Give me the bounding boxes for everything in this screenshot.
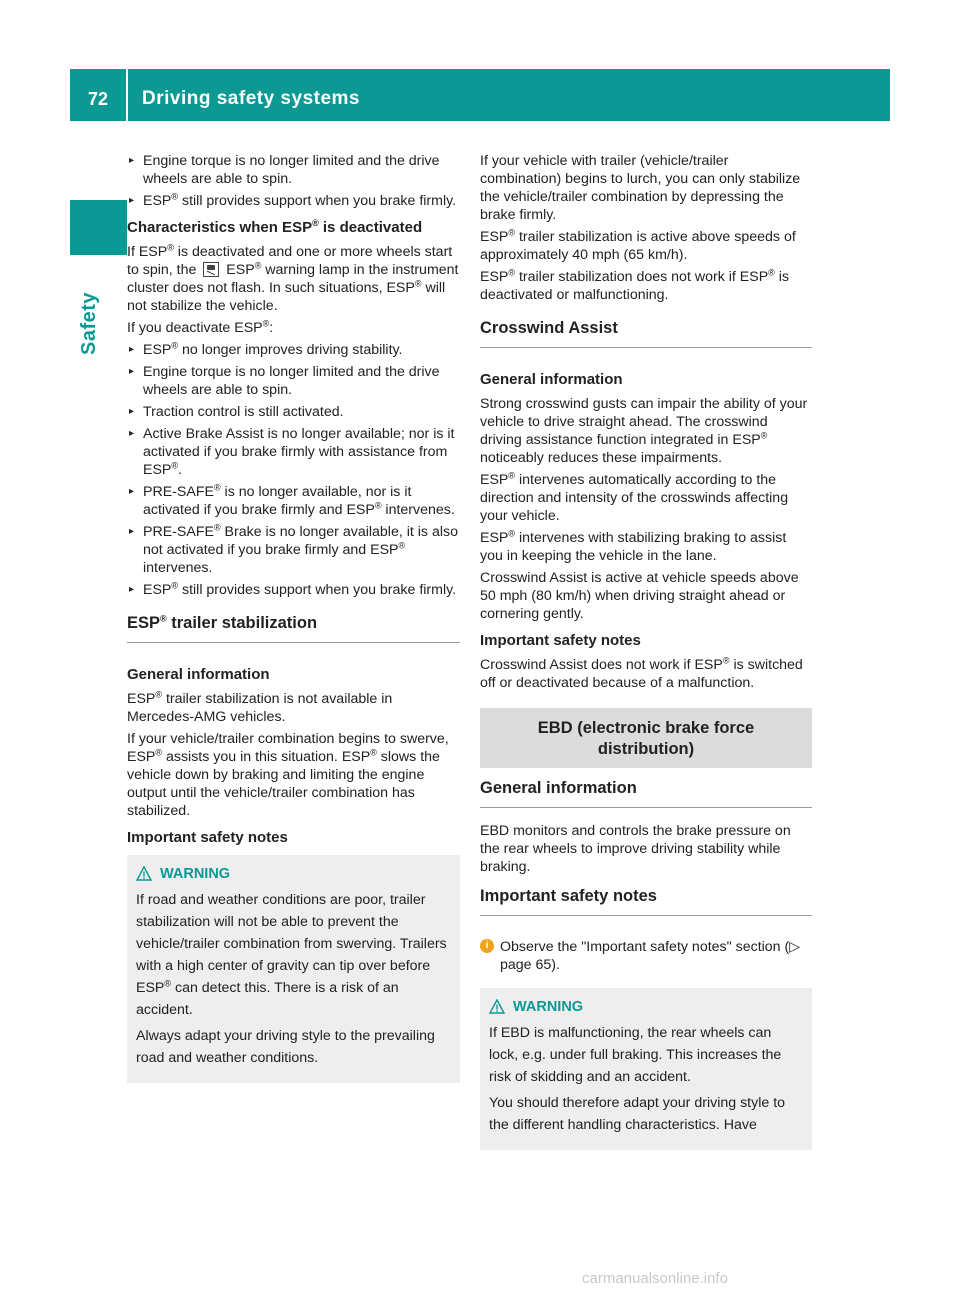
- info-icon: i: [480, 939, 494, 953]
- paragraph: Crosswind Assist does not work if ESP® is switched off or deactivated because of a malfunction.: [480, 655, 803, 691]
- list-item: ▸ PRE-SAFE® Brake is no longer available, it is also not activated if you brake firmly and ESP® intervenes.: [127, 523, 460, 577]
- page-header: [70, 69, 890, 121]
- paragraph: If you deactivate ESP®:: [127, 318, 274, 336]
- warning-text: If EBD is malfunctioning, the rear wheels can lock, e.g. under full braking. This increases the risk of skidding and an accident.: [489, 1025, 782, 1085]
- list-item: ▸ Traction control is still activated.: [127, 403, 460, 421]
- paragraph: If your vehicle/trailer combination begins to swerve, ESP® assists you in this situation. ESP® slows the vehicle down by braking and limiting the engine output until the vehicle/trailer combination has stabilized.: [127, 731, 449, 819]
- warning-box: [480, 988, 812, 1150]
- heading-safety-notes: Important safety notes: [127, 829, 288, 846]
- info-note: [480, 938, 812, 974]
- heading-trailer-stabilization: ESP® trailer stabilization: [127, 613, 460, 643]
- list-item: ▸ Active Brake Assist is no longer available; nor is it activated if you brake firmly with assistance from ESP®.: [127, 425, 460, 479]
- heading-characteristics: Characteristics when ESP® is deactivated: [127, 218, 423, 236]
- paragraph: If ESP® is deactivated and one or more wheels start to spin, the ESP® warning lamp in the instrument cluster does not flash. In such situations, ESP® will not stabilize the vehicle.: [127, 242, 459, 314]
- heading-general-info-ebd: General information: [480, 778, 812, 808]
- paragraph: Strong crosswind gusts can impair the ability of your vehicle to drive straight ahead. The crosswind driving assistance function integrated in ESP® noticeably reduces these impairments.: [480, 396, 808, 466]
- paragraph: ESP® trailer stabilization is not available in Mercedes-AMG vehicles.: [127, 689, 393, 725]
- warning-box: [127, 855, 460, 1083]
- paragraph: If your vehicle with trailer (vehicle/trailer combination) begins to lurch, you can only stabilize the vehicle/trailer combination by depressing the brake firmly.: [480, 153, 801, 223]
- list-item: ▸ ESP® still provides support when you brake firmly.: [127, 192, 460, 210]
- heading-ebd: EBD (electronic brake force distribution): [480, 708, 812, 768]
- list-item: ▸ ESP® no longer improves driving stability.: [127, 341, 460, 359]
- warning-text: You should therefore adapt your driving style to the different handling characteristics. Have: [489, 1095, 786, 1133]
- warning-title: WARNING: [489, 996, 803, 1018]
- chapter-title: Driving safety systems: [142, 88, 360, 109]
- paragraph: ESP® intervenes with stabilizing braking to assist you in keeping the vehicle in the lane.: [480, 528, 787, 564]
- warning-text: If road and weather conditions are poor, trailer stabilization will not be able to prevent the vehicle/trailer combination from swerving. Trailers with a high center of gravity can tip over before ESP® can detect this. There is a risk of an accident.: [136, 892, 447, 1018]
- page-number: 72: [87, 89, 109, 109]
- esp-warning-lamp-icon: [203, 262, 219, 277]
- heading-crosswind-assist: Crosswind Assist: [480, 318, 812, 348]
- paragraph: ESP® trailer stabilization does not work if ESP® is deactivated or malfunctioning.: [480, 267, 789, 303]
- list-item: ▸ PRE-SAFE® is no longer available, nor is it activated if you brake firmly and ESP® intervenes.: [127, 483, 460, 519]
- warning-triangle-icon: [136, 866, 152, 882]
- list-item: ▸ Engine torque is no longer limited and the drive wheels are able to spin.: [127, 152, 460, 188]
- list-item: ▸ Engine torque is no longer limited and the drive wheels are able to spin.: [127, 363, 460, 399]
- info-text: Observe the "Important safety notes" section (▷ page 65).: [500, 939, 801, 973]
- left-column: [127, 152, 460, 1083]
- section-tab: [70, 200, 127, 255]
- list-item: ▸ ESP® still provides support when you brake firmly.: [127, 581, 460, 599]
- right-column: [480, 152, 812, 1150]
- heading-safety-notes-ebd: Important safety notes: [480, 886, 812, 916]
- watermark: carmanualsonline.info: [582, 1270, 728, 1287]
- paragraph: Crosswind Assist is active at vehicle speeds above 50 mph (80 km/h) when driving straight ahead or cornering gently.: [480, 570, 799, 622]
- paragraph: ESP® trailer stabilization is active above speeds of approximately 40 mph (65 km/h).: [480, 227, 796, 263]
- heading-general-info: General information: [480, 371, 623, 388]
- warning-title: WARNING: [136, 863, 451, 885]
- heading-safety-notes: Important safety notes: [480, 632, 641, 649]
- header-divider: [126, 69, 128, 121]
- warning-triangle-icon: [489, 999, 505, 1015]
- section-label: Safety: [78, 291, 100, 355]
- heading-general-info: General information: [127, 666, 270, 683]
- warning-text: Always adapt your driving style to the prevailing road and weather conditions.: [136, 1028, 435, 1066]
- paragraph: EBD monitors and controls the brake pressure on the rear wheels to improve driving stability while braking.: [480, 823, 791, 875]
- paragraph: ESP® intervenes automatically according to the direction and intensity of the crosswinds affecting your vehicle.: [480, 470, 789, 524]
